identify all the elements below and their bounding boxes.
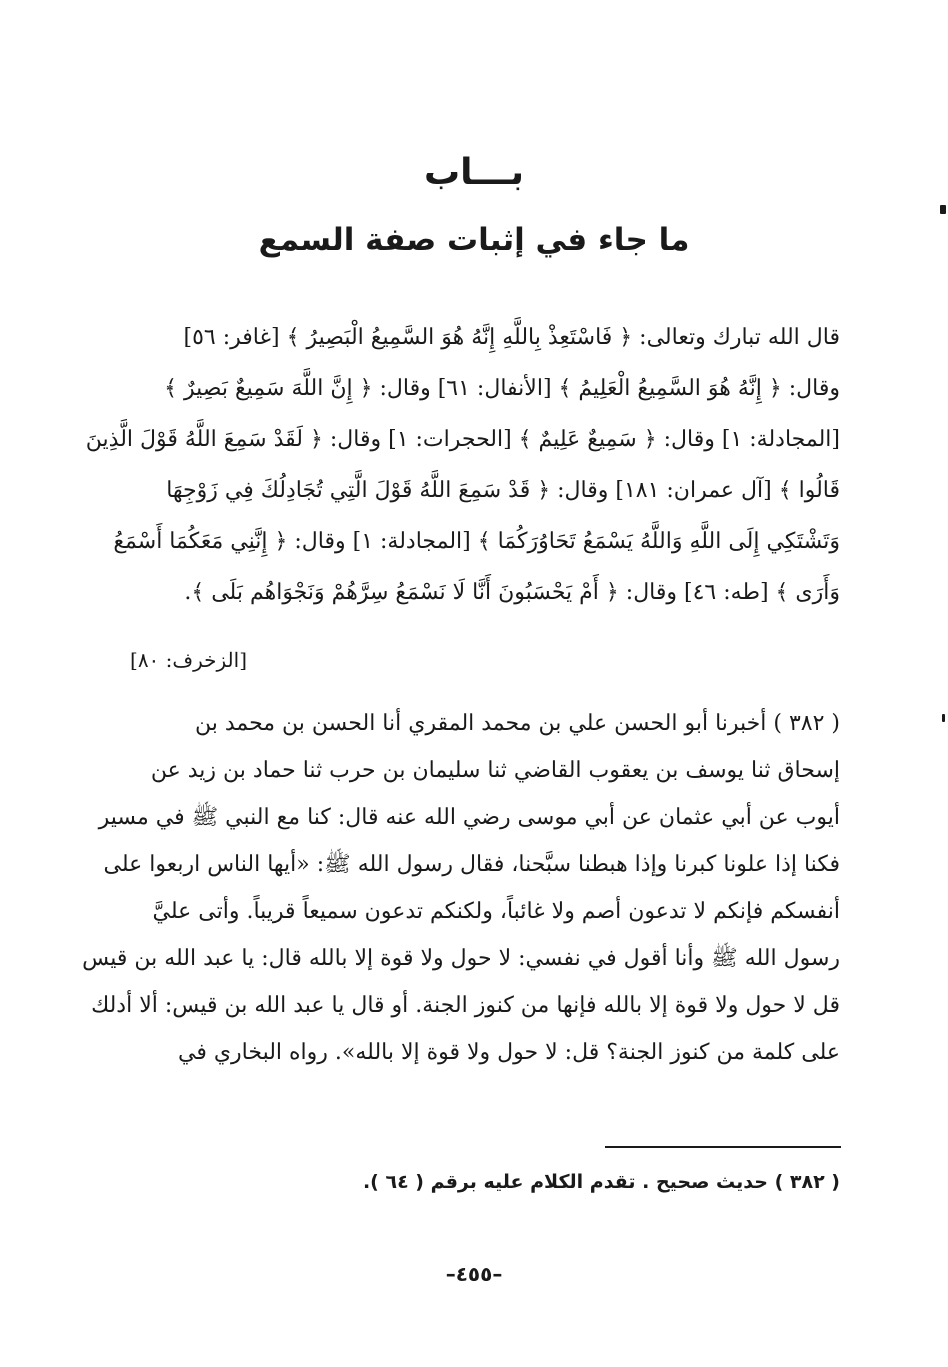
hadith-text (82, 700, 840, 1076)
intro-line: وَأَرَى ﴾ [طه: ٤٦] وقال: ﴿ أَمْ يَحْسَبُونَ أَنَّا لَا نَسْمَعُ سِرَّهُمْ وَنَجْوَاهُم بَلَى ﴾. (184, 580, 840, 605)
hadith-line: ( ٣٨٢ ) أخبرنا أبو الحسن علي بن محمد المقري أنا الحسن بن محمد بن (194, 711, 840, 736)
intro-line: قَالُوا ﴾ [آل عمران: ١٨١] وقال: ﴿ قَدْ سَمِعَ اللَّهُ قَوْلَ الَّتِي تُجَادِلُكَ فِي زَوْجِهَا (166, 478, 840, 503)
intro-line: قال الله تبارك وتعالى: ﴿ فَاسْتَعِذْ بِاللَّهِ إِنَّهُ هُوَ السَّمِيعُ الْبَصِيرُ ﴾ [غافر: ٥٦] (183, 325, 840, 350)
hadith-line: على كلمة من كنوز الجنة؟ قل: لا حول ولا قوة إلا بالله». رواه البخاري في (177, 1040, 840, 1065)
scan-edge-mark (940, 205, 946, 214)
hadith-line: أيوب عن أبي عثمان عن أبي موسى رضي الله عنه قال: كنا مع النبي ﷺ في مسير (98, 805, 840, 830)
hadith-line: قل لا حول ولا قوة إلا بالله فإنها من كنوز الجنة. أو قال يا عبد الله بن قيس: ألا أدلك (91, 993, 840, 1018)
chapter-title: بـــاب (423, 152, 525, 193)
intro-line: وَتَشْتَكِي إِلَى اللَّهِ وَاللَّهُ يَسْمَعُ تَحَاوُرَكُمَا ﴾ [المجادلة: ١] وقال: ﴿ إِنَّنِي مَعَكُمَا أَسْمَعُ (113, 529, 840, 554)
footnote: ( ٣٨٢ ) حديث صحيح . تقدم الكلام عليه برقم ( ٦٤ ). (362, 1171, 840, 1193)
footnote-divider (605, 1146, 841, 1148)
hadith-line: أنفسكم فإنكم لا تدعون أصم ولا غائباً، ولكنكم تدعون سميعاً قريباً. وأتى عليَّ (152, 899, 840, 924)
page-number: –٤٥٥– (445, 1262, 503, 1286)
intro-verses (85, 312, 840, 618)
intro-reference: [الزخرف: ٨٠] (130, 648, 248, 672)
hadith-line: رسول الله ﷺ وأنا أقول في نفسي: لا حول ولا قوة إلا بالله قال: يا عبد الله بن قيس (82, 946, 840, 971)
intro-line: [المجادلة: ١] وقال: ﴿ سَمِيعٌ عَلِيمٌ ﴾ [الحجرات: ١] وقال: ﴿ لَقَدْ سَمِعَ اللَّهُ قَوْلَ الَّذِينَ (85, 427, 840, 452)
section-title: ما جاء في إثبات صفة السمع (258, 222, 690, 258)
hadith-line: فكنا إذا علونا كبرنا وإذا هبطنا سبَّحنا، فقال رسول الله ﷺ: «أيها الناس اربعوا على (103, 852, 840, 877)
scan-edge-mark (942, 714, 945, 722)
intro-line: وقال: ﴿ إِنَّهُ هُوَ السَّمِيعُ الْعَلِيمُ ﴾ [الأنفال: ٦١] وقال: ﴿ إِنَّ اللَّهَ سَمِيعٌ بَصِيرٌ ﴾ (164, 376, 840, 401)
hadith-line: إسحاق ثنا يوسف بن يعقوب القاضي ثنا سليمان بن حرب ثنا حماد بن زيد عن (150, 758, 840, 783)
